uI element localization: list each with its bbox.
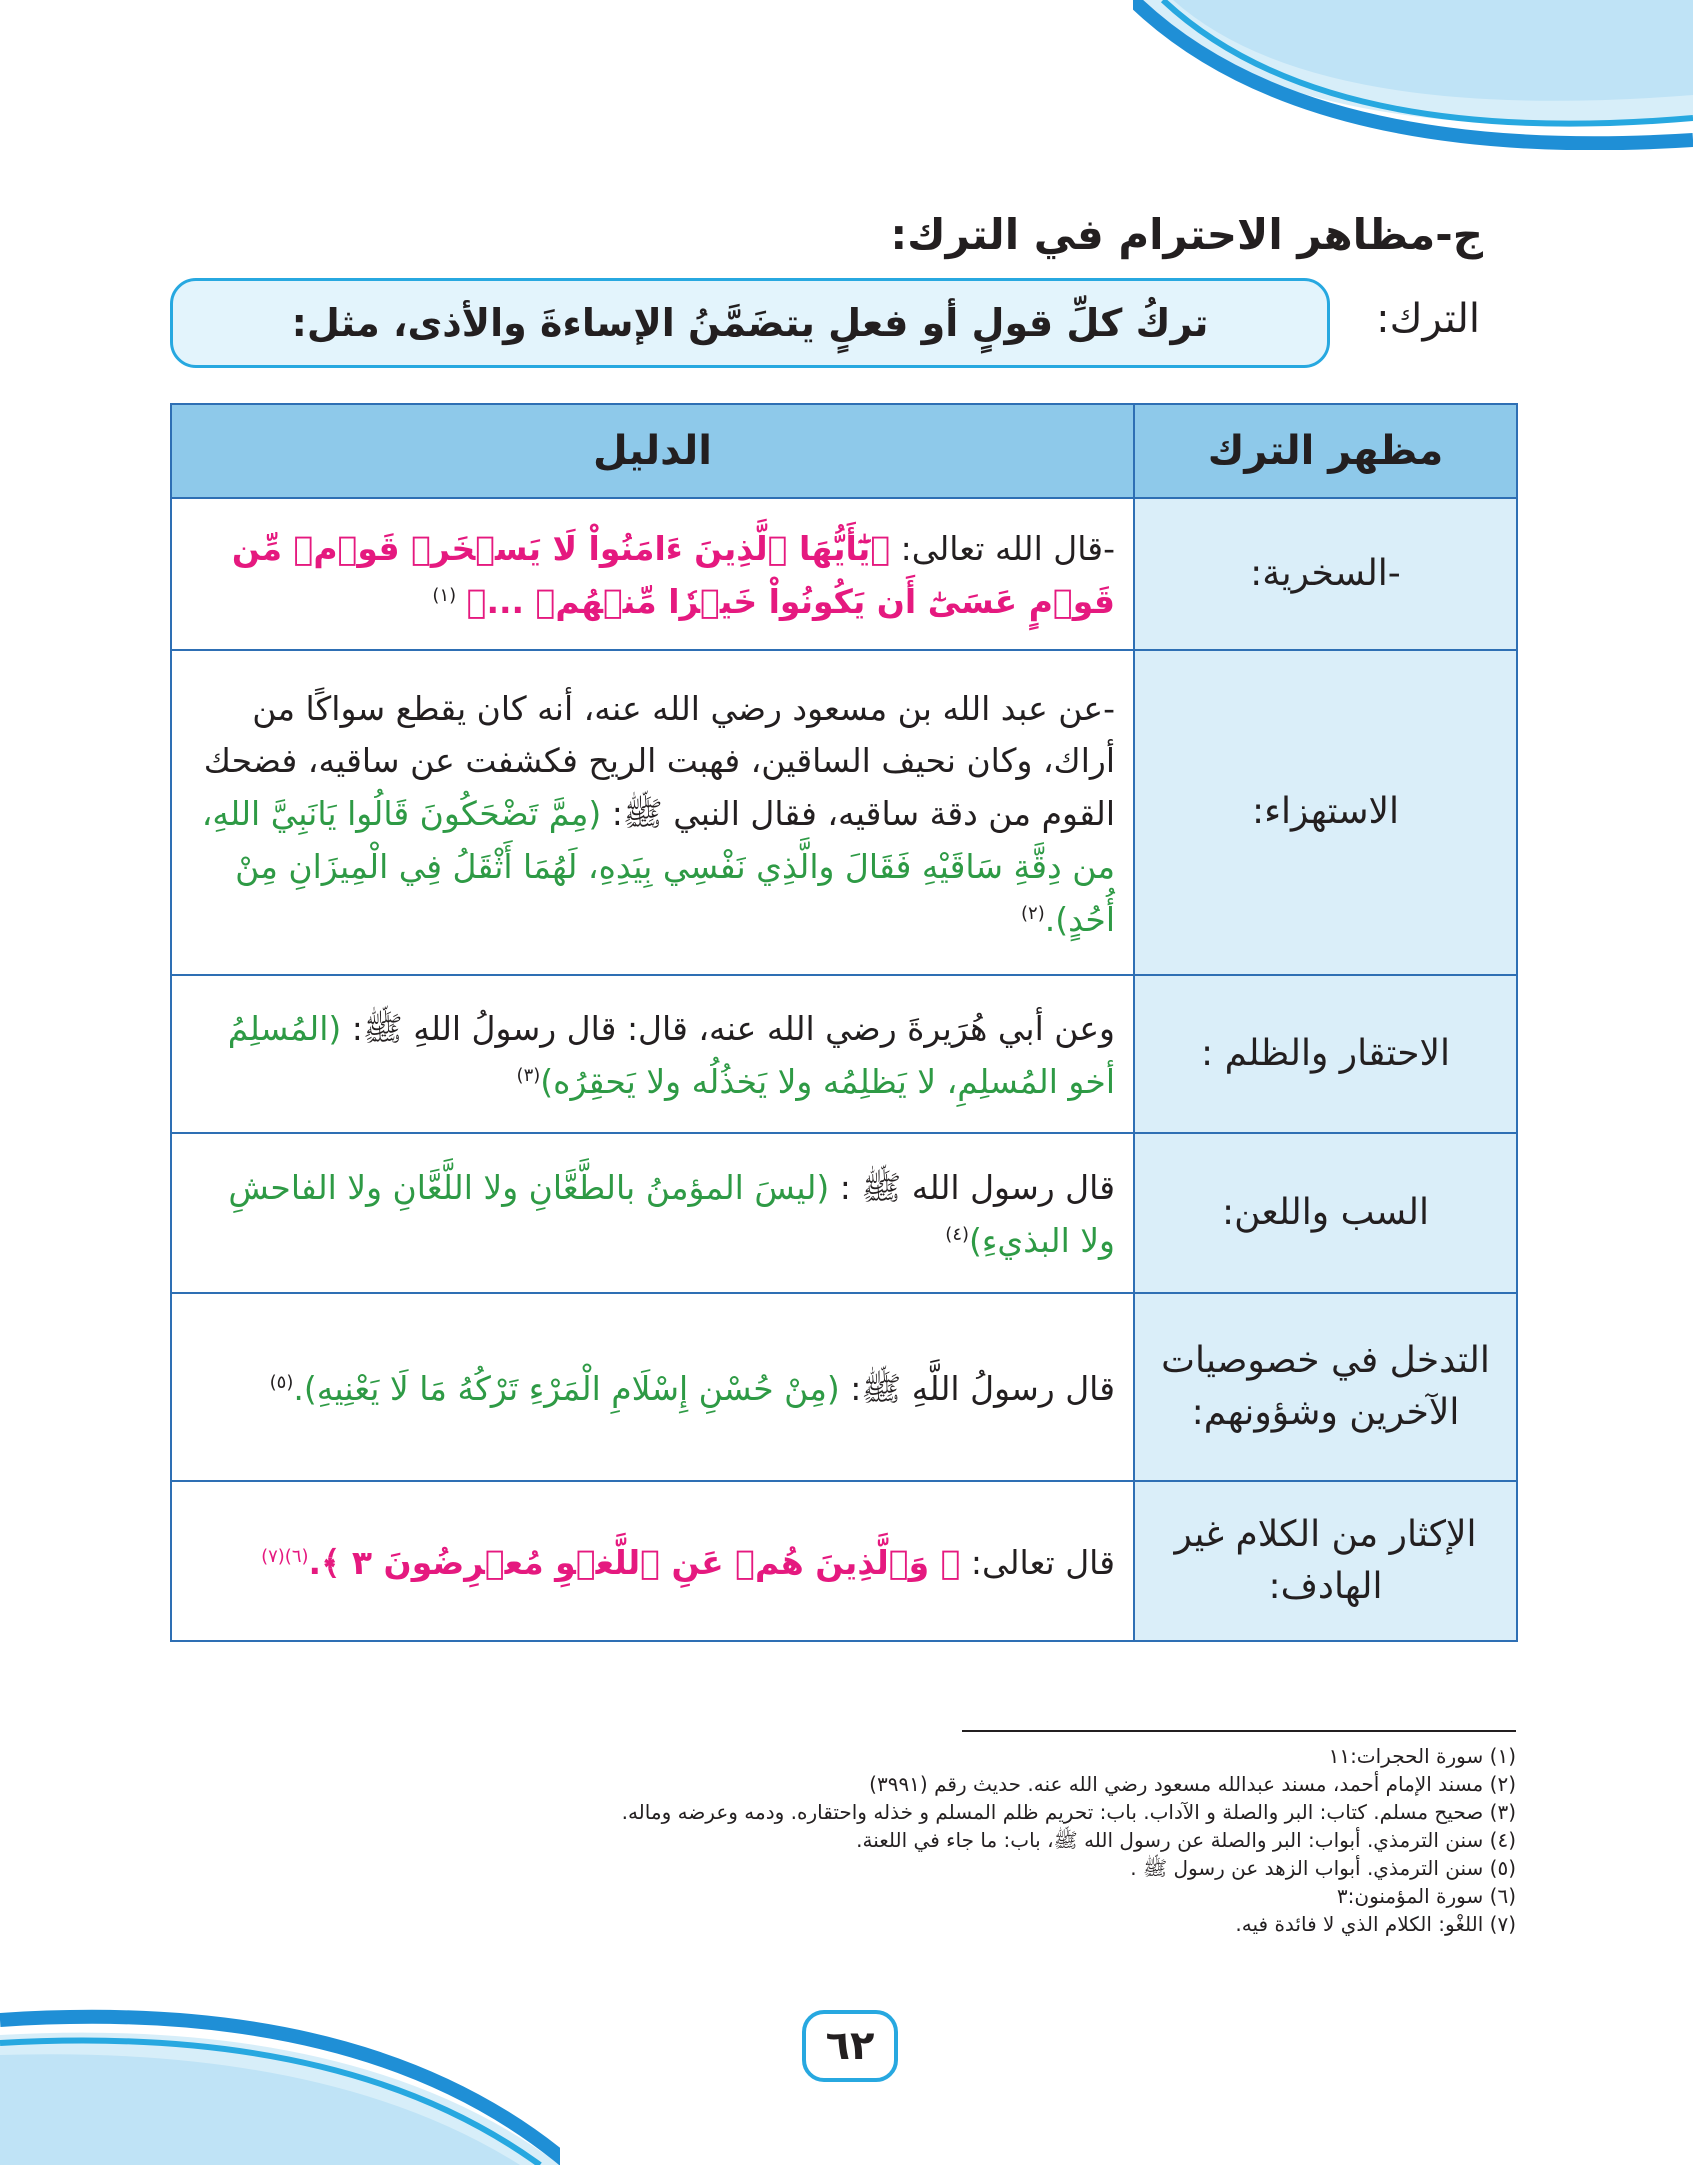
aspect-cell: الاحتقار والظلم : [1134, 975, 1517, 1133]
proof-cell [171, 975, 1134, 1133]
footnote-ref: (٣) [516, 1065, 541, 1086]
hadith-quote: (مِمَّ تَضْحَكُونَ قَالُوا يَانَبِيَّ اللهِ، من دِقَّةِ سَاقَيْهِ فَقَالَ والَّذِي نَفْسِي بِيَدِهِ، لَهُمَا أَثْقَلُ فِي الْمِيزَانِ مِنْ أُحُدٍ). [201, 794, 1115, 939]
top-right-arc-decoration [1133, 0, 1693, 150]
footnote: (٧) اللغْو: الكلام الذي لا فائدة فيه. [1235, 1912, 1516, 1936]
header-proof: الدليل [171, 404, 1134, 498]
section-heading: ج-مظاهر الاحترام في الترك: [890, 210, 1483, 259]
hadith-quote: (مِنْ حُسْنِ إِسْلَامِ الْمَرْءِ تَرْكُهُ مَا لَا يَعْنِيهِ). [293, 1368, 840, 1408]
table-row [171, 975, 1517, 1133]
quran-quote: ﴿ وَٱلَّذِينَ هُمۡ عَنِ ٱللَّغۡوِ مُعۡرِضُونَ ٣ ﴾. [308, 1542, 961, 1582]
proof-cell [171, 650, 1134, 975]
table-row [171, 650, 1517, 975]
aspect-cell: الاستهزاء: [1134, 650, 1517, 975]
proof-intro: -عن عبد الله بن مسعود رضي الله عنه، أنه كان يقطع سواكًا من أراك، وكان نحيف الساقين، فهبت الريح فكشفت عن ساقيه، فضحك القوم من دقة ساقيه، فقال النبي ﷺ: [203, 688, 1115, 834]
proof-intro: قال رسول الله ﷺ : [829, 1168, 1115, 1208]
table-row [171, 498, 1517, 650]
footnote-ref: (٦)(٧) [261, 1545, 309, 1567]
proof-intro: قال تعالى: [960, 1542, 1115, 1582]
aspects-table [170, 403, 1518, 1642]
footnote: (٥) سنن الترمذي. أبواب الزهد عن رسول ﷺ . [1130, 1856, 1516, 1880]
footnote-divider [962, 1730, 1516, 1732]
aspect-cell: السب واللعن: [1134, 1133, 1517, 1293]
footnote-ref: (١) [432, 585, 457, 606]
proof-cell [171, 498, 1134, 650]
definition-label: الترك: [1376, 296, 1480, 342]
footnotes-list [516, 1742, 1516, 1938]
table-header-row [171, 404, 1517, 498]
proof-cell [171, 1133, 1134, 1293]
table-row [171, 1481, 1517, 1641]
proof-cell [171, 1481, 1134, 1641]
aspect-cell: الإكثار من الكلام غير الهادف: [1134, 1481, 1517, 1641]
proof-intro: قال رسولُ اللَّهِ ﷺ: [839, 1368, 1115, 1408]
footnote: (٤) سنن الترمذي. أبواب: البر والصلة عن رسول الله ﷺ، باب: ما جاء في اللعنة. [856, 1828, 1516, 1852]
aspect-cell: التدخل في خصوصيات الآخرين وشؤونهم: [1134, 1293, 1517, 1481]
page-number: ٦٢ [802, 2010, 898, 2082]
definition-row [170, 278, 1480, 374]
quran-quote: ﴿يَٰٓأَيُّهَا ٱلَّذِينَ ءَامَنُواْ لَا يَسۡخَرۡ قَوۡمٞ مِّن قَوۡمٍ عَسَىٰٓ أَن يَكُونُواْ خَيۡرٗا مِّنۡهُمۡ ...﴾ [231, 529, 1115, 621]
footnote-ref: (٥) [269, 1371, 294, 1393]
footnote: (١) سورة الحجرات:١١ [1328, 1744, 1516, 1768]
footnote: (٣) صحيح مسلم. كتاب: البر والصلة و الآداب. باب: تحريم ظلم المسلم و خذله واحتقاره. ودمه وعرضه وماله. [621, 1800, 1516, 1824]
header-aspect: مظهر الترك [1134, 404, 1517, 498]
definition-box: تركُ كلِّ قولٍ أو فعلٍ يتضَمَّنُ الإساءةَ والأذى، مثل: [170, 278, 1330, 368]
footnote: (٦) سورة المؤمنون:٣ [1336, 1884, 1516, 1908]
footnote-ref: (٢) [1021, 902, 1045, 924]
hadith-quote: (المُسلِمُ أخو المُسلِمِ، لا يَظلِمُه ولا يَخذُلُه ولا يَحقِرُه) [227, 1009, 1115, 1101]
footnote-ref: (٤) [945, 1224, 970, 1245]
table-row [171, 1133, 1517, 1293]
aspect-cell: -السخرية: [1134, 498, 1517, 650]
proof-intro: وعن أبي هُرَيرةَ رضي الله عنه، قال: قال رسولُ اللهِ ﷺ: [341, 1009, 1115, 1049]
proof-intro: -قال الله تعالى: [890, 529, 1115, 569]
proof-cell [171, 1293, 1134, 1481]
footnote: (٢) مسند الإمام أحمد، مسند عبدالله مسعود رضي الله عنه. حديث رقم (٣٩٩١) [869, 1772, 1516, 1796]
bottom-left-arc-decoration [0, 1995, 560, 2165]
table-row [171, 1293, 1517, 1481]
hadith-quote: (ليسَ المؤمنُ بالطَّعَّانِ ولا اللَّعَّانِ ولا الفاحشِ ولا البذيءِ) [228, 1168, 1115, 1260]
